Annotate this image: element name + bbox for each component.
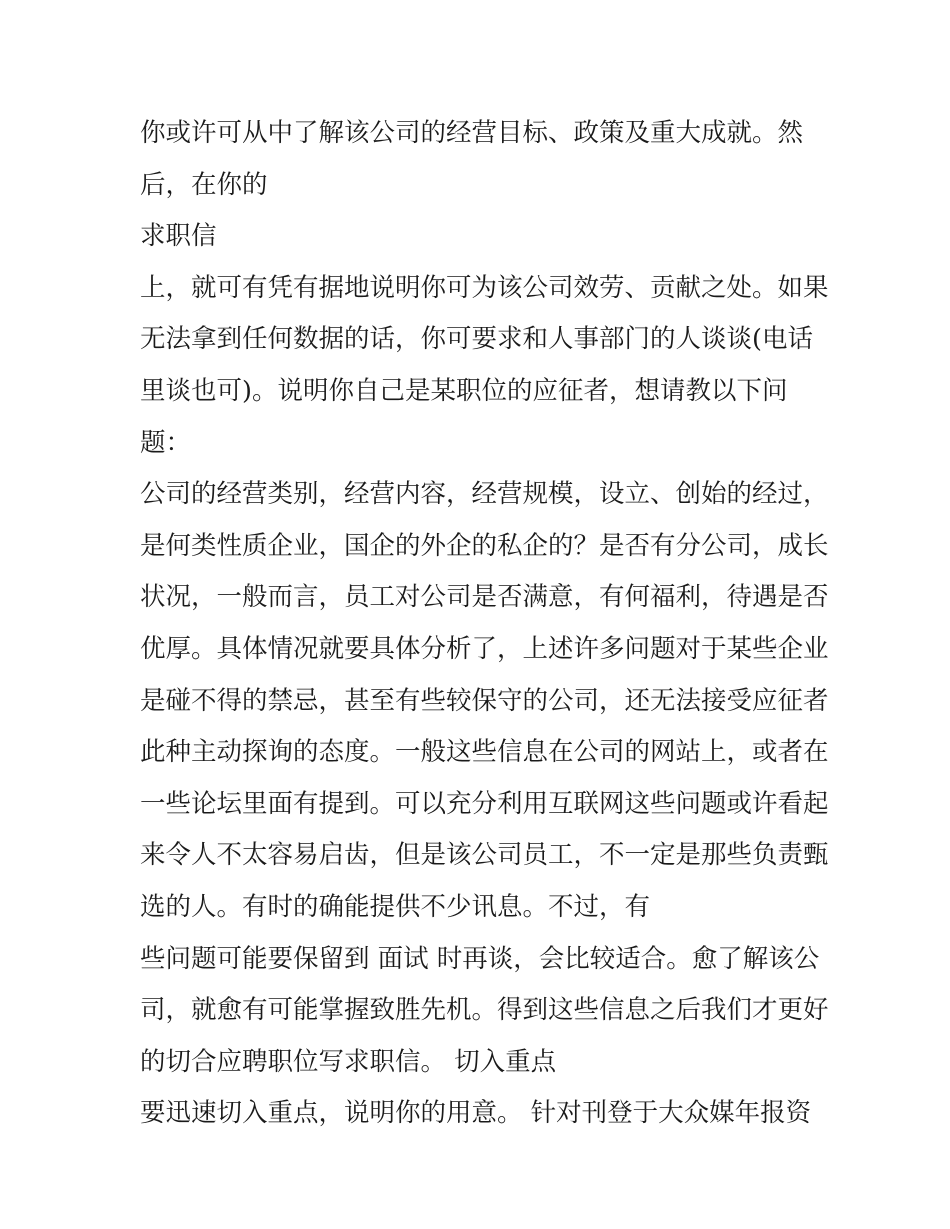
text-line: 求职信 [140,221,217,252]
text-line: 要迅速切入重点，说明你的用意。 针对刊登于大众媒年报资 [140,1098,812,1129]
text-line: 些问题可能要保留到 面试 时再谈，会比较适合。愈了解该公 [140,943,820,974]
text-line: 后，在你的 [140,169,268,200]
text-line: 一些论坛里面有提到。可以充分利用互联网这些问题或许看起 [140,788,829,819]
text-line: 优厚。具体情况就要具体分析了，上述许多问题对于某些企业 [140,633,829,664]
text-line: 题： [140,427,192,458]
text-line: 选的人。有时的确能提供不少讯息。不过，有 [140,891,651,922]
text-line: 来令人不太容易启齿，但是该公司员工，不一定是那些负责甄 [140,840,829,871]
text-line: 司，就愈有可能掌握致胜先机。得到这些信息之后我们才更好 [140,995,829,1026]
body-text [140,108,829,1140]
text-line: 无法拿到任何数据的话，你可要求和人事部门的人谈谈(电话 [140,324,813,355]
text-line: 状况，一般而言，员工对公司是否满意，有何福利，待遇是否 [140,582,829,613]
text-line: 上，就可有凭有据地说明你可为该公司效劳、贡献之处。如果 [140,272,829,303]
text-line: 是碰不得的禁忌，甚至有些较保守的公司，还无法接受应征者 [140,685,829,716]
text-line: 是何类性质企业，国企的外企的私企的？是否有分公司，成长 [140,530,829,561]
text-line: 你或许可从中了解该公司的经营目标、政策及重大成就。然 [140,118,804,148]
text-line: 公司的经营类别，经营内容，经营规模，设立、创始的经过， [140,479,829,510]
text-line: 此种主动探询的态度。一般这些信息在公司的网站上，或者在 [140,737,829,768]
text-line: 的切合应聘职位写求职信。 切入重点 [140,1046,557,1077]
text-line: 里谈也可)。说明你自己是某职位的应征者，想请教以下问 [140,375,788,406]
